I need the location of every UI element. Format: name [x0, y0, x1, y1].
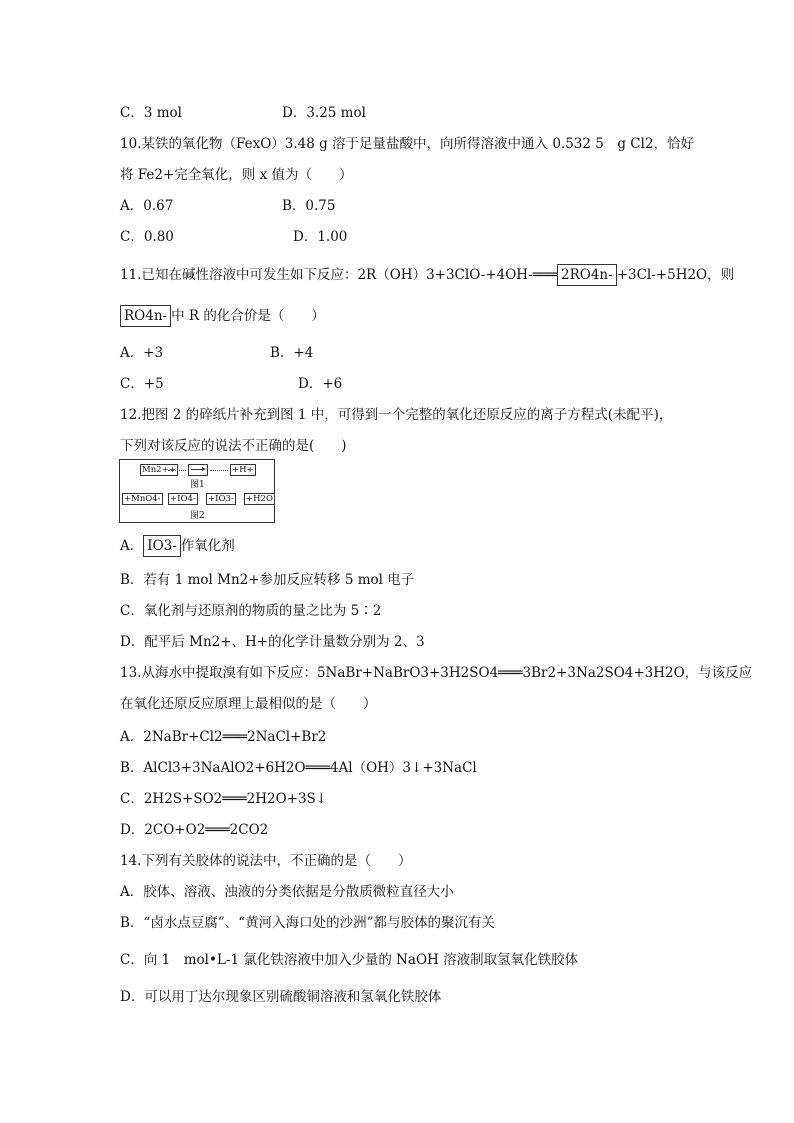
q11-equation-right: +3Cl-+5H2O，则 — [616, 267, 735, 283]
q10-stem-line2: 将 Fe2+完全氧化，则 x 值为（ ） — [120, 167, 353, 183]
q11-equation-left: 11.已知在碱性溶液中可发生如下反应：2R（OH）3+3ClO-+4OH-═══ — [120, 267, 558, 283]
q11-option-d: D．+6 — [298, 376, 343, 392]
q12-option-c: C．氧化剂与还原剂的物质的量之比为 5∶2 — [120, 603, 382, 619]
q11-stem-line1 — [120, 264, 734, 286]
q13-option-a: A．2NaBr+Cl2═══2NaCl+Br2 — [120, 729, 327, 745]
q14-stem: 14.下列有关胶体的说法中，不正确的是（ ） — [120, 853, 412, 869]
fig2-chip-io3: +IO3- — [208, 494, 234, 504]
q10-option-a: A．0.67 — [120, 198, 174, 214]
q11-option-a: A．+3 — [120, 345, 164, 361]
q10-option-c: C．0.80 — [120, 229, 174, 245]
fig1-arrow-icon — [188, 464, 208, 476]
q14-option-b: B．“卤水点豆腐”、“黄河入海口处的沙洲”都与胶体的聚沉有关 — [120, 915, 496, 931]
q11-option-c: C．+5 — [120, 376, 164, 392]
q13-stem-line1: 13.从海水中提取溴有如下反应：5NaBr+NaBrO3+3H2SO4═══3Br2+3Na2SO4+3H2O，与该反应 — [120, 665, 753, 681]
q10-stem-line1: 10.某铁的氧化物（FexO）3.48 g 溶于足量盐酸中，向所得溶液中通入 0.532 5 g Cl2，恰好 — [120, 136, 695, 152]
fig2-caption: 图2 — [190, 511, 205, 521]
fig1-dots-left — [168, 470, 186, 471]
q12-option-d: D．配平后 Mn2+、H+的化学计量数分别为 2、3 — [120, 634, 425, 650]
q9-option-c: C．3 mol — [120, 105, 182, 121]
q14-option-a: A．胶体、溶液、浊液的分类依据是分散质微粒直径大小 — [120, 884, 454, 900]
q12-option-a-boxed-ion: IO3- — [143, 535, 181, 557]
q10-option-d: D．1.00 — [293, 229, 348, 245]
q13-option-c: C．2H2S+SO2═══2H2O+3S↓ — [120, 791, 328, 807]
q14-option-d: D．可以用丁达尔现象区别硫酸铜溶液和氢氧化铁胶体 — [120, 989, 442, 1005]
q12-stem-line1: 12.把图 2 的碎纸片补充到图 1 中，可得到一个完整的氧化还原反应的离子方程式(未配平)， — [120, 407, 673, 423]
q14-option-c: C．向 1 mol•L-1 氯化铁溶液中加入少量的 NaOH 溶液制取氢氧化铁胶体 — [120, 952, 579, 968]
q11-option-b: B．+4 — [270, 345, 314, 361]
q11-boxed-ion-2: RO4n- — [120, 305, 171, 327]
q9-option-d: D．3.25 mol — [282, 105, 366, 121]
fig1-dots-right — [210, 470, 228, 471]
fig2-chip-io4: +IO4- — [170, 494, 196, 504]
fig2-chip-mno4: +MnO4- — [124, 494, 161, 504]
fig1-caption: 图1 — [190, 480, 205, 490]
q11-stem-line2 — [120, 305, 325, 327]
q12-figure — [119, 459, 275, 523]
q13-option-b: B．AlCl3+3NaAlO2+6H2O═══4Al（OH）3↓+3NaCl — [120, 760, 477, 776]
q12-option-a-label: A． — [120, 538, 144, 554]
q13-option-d: D．2CO+O2═══2CO2 — [120, 822, 269, 838]
q12-option-b: B．若有 1 mol Mn2+参加反应转移 5 mol 电子 — [120, 572, 415, 588]
q13-stem-line2: 在氧化还原反应原理上最相似的是（ ） — [120, 696, 377, 712]
fig1-chip-h: +H+ — [232, 465, 254, 475]
q12-option-a — [120, 535, 235, 557]
fig2-chip-h2o: +H2O — [246, 494, 273, 504]
q11-boxed-ion: 2RO4n- — [557, 264, 617, 286]
q12-stem-line2: 下列对该反应的说法不正确的是( ) — [120, 438, 347, 454]
fig1-chip-mn: Mn2++ — [142, 465, 176, 475]
q10-option-b: B．0.75 — [282, 198, 336, 214]
q11-question: 中 R 的化合价是（ ） — [171, 308, 325, 324]
q12-option-a-text: 作氧化剂 — [180, 538, 235, 554]
